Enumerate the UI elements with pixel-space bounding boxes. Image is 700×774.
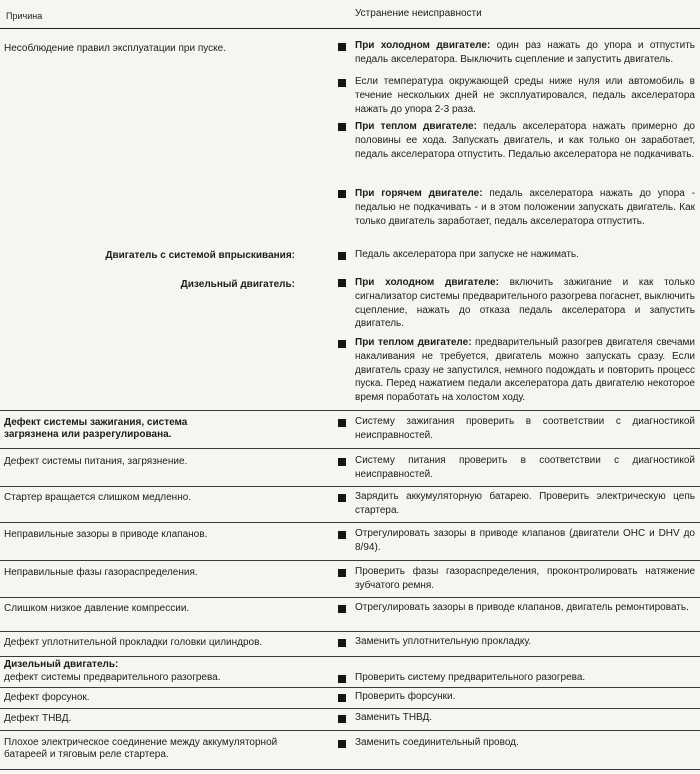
subcause-injection: Двигатель с системой впрыскивания: [105,250,295,261]
fix-text: Проверить форсунки. [355,691,456,702]
bullet-icon [338,494,346,502]
bullet-icon [338,419,346,427]
bullet-icon [338,715,346,723]
cause-text: Дефект форсунок. [4,692,90,703]
table-row [0,632,700,657]
cause-text: Неправильные зазоры в приводе клапанов. [4,529,208,540]
bullet-icon [338,123,346,131]
fix-text: При горячем двигателе: педаль акселератора нажать до упора - педалью не подкачивать - и в этом положении запускать двигатель. Как только двигатель заработает, педаль акселератора отпустить. [355,188,695,227]
bullet-icon [338,458,346,466]
fix-text: Отрегулировать зазоры в приводе клапанов (двигатели OHC и DHV до 8/94). [355,528,695,553]
table-row [0,731,700,770]
fix-text: Заменить уплотнительную прокладку. [355,636,532,647]
fix-text: Заменить соединительный провод. [355,737,519,748]
fix-text: Педаль акселератора при запуске не нажимать. [355,249,579,260]
table-row [0,598,700,632]
bullet-icon [338,675,346,683]
cause-text: Неправильные фазы газораспределения. [4,567,198,578]
table-row [0,411,700,449]
fix-text: Проверить фазы газораспределения, проконтролировать натяжение зубчатого ремня. [355,566,695,591]
cause-text: Плохое электрическое соединение между аккумуляторной батареей и тяговым реле стартера. [4,737,278,760]
bullet-icon [338,79,346,87]
bullet-icon [338,340,346,348]
table-row [0,449,700,487]
fix-text: При теплом двигателе: предварительный разогрев двигателя свечами накаливания не требуется, двигатель можно запускать сразу. Если двигатель сразу не запустился, немного подождать и повторить процесс пуска. Перед нажатием педали акселератора дать двигателю некоторое время поработать на холостом ходу. [355,337,695,404]
cause-title: Дизельный двигатель: [4,659,119,670]
cause-text: Слишком низкое давление компрессии. [4,603,190,614]
table-row [0,523,700,561]
bullet-icon [338,531,346,539]
header-fix: Устранение неисправности [355,8,482,19]
bullet-icon [338,639,346,647]
cause-text: дефект системы предварительного разогрева. [4,672,221,683]
table-row [0,29,700,411]
bullet-icon [338,252,346,260]
cause-text: Дефект уплотнительной прокладки головки цилиндров. [4,637,263,648]
table-row [0,688,700,709]
table-header [0,0,700,29]
fix-text: Систему зажигания проверить в соответствии с диагностикой неисправностей. [355,416,695,441]
bullet-icon [338,190,346,198]
cause-text: Несоблюдение правил эксплуатации при пуске. [4,43,226,54]
cause-text: Дефект системы питания, загрязнение. [4,456,188,467]
header-cause: Причина [6,11,43,21]
table-row [0,487,700,523]
table-row [0,709,700,731]
fix-text: Проверить систему предварительного разогрева. [355,672,586,683]
fix-text: Заменить ТНВД. [355,712,433,723]
bullet-icon [338,694,346,702]
bullet-icon [338,279,346,287]
fix-text: При холодном двигателе: включить зажигание и как только сигнализатор системы предварительного разогрева погаснет, выключить сцепление, нажать до отказа педаль акселератора и запустить двигатель. [355,277,695,330]
fix-text: Отрегулировать зазоры в приводе клапанов, двигатель ремонтировать. [355,602,689,613]
fix-text: Если температура окружающей среды ниже нуля или автомобиль в течение нескольких дней не эксплуатировался, педаль акселератора нажать до упора 2-3 раза. [355,76,695,115]
fix-text: Зарядить аккумуляторную батарею. Проверить электрическую цепь стартера. [355,491,695,516]
cause-text: Дефект ТНВД. [4,713,72,724]
bullet-icon [338,569,346,577]
cause-text: Стартер вращается слишком медленно. [4,492,192,503]
bullet-icon [338,740,346,748]
cause-text: Дефект системы зажигания, система загрязнена или разрегулирована. [4,417,188,440]
table-row [0,561,700,598]
fix-text: Систему питания проверить в соответствии с диагностикой неисправностей. [355,455,695,480]
subcause-diesel: Дизельный двигатель: [180,279,295,290]
bullet-icon [338,605,346,613]
table-row [0,657,700,688]
bullet-icon [338,43,346,51]
fix-text: При холодном двигателе: один раз нажать до упора и отпустить педаль акселератора. Выключить сцепление и запустить двигатель. [355,40,695,65]
fix-text: При теплом двигателе: педаль акселератора нажать примерно до половины ее хода. Запускать двигатель, и как только он заработает, педаль акселератора отпустить. Педалью акселератора не подкачивать. [355,121,695,160]
